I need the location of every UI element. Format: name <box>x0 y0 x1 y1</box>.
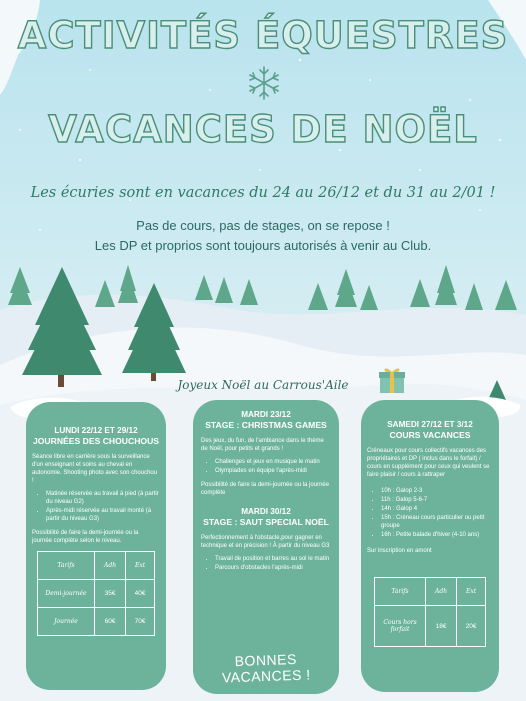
card3-note: Sur inscription en amont <box>367 548 432 554</box>
info-line-2: Les DP et proprios sont toujours autorisés à venir au Club. <box>94 238 432 253</box>
card2-section2-intro: Perfectionnement à l'obstacle,pour gagner en technique et en précision ! À partir du niveau G3 <box>201 535 330 549</box>
list-item: • Olympiades en équipe l'après-midi <box>215 467 331 475</box>
table-cell: Cours hors forfait <box>375 606 426 647</box>
table-cell: Demi-journée <box>38 580 95 608</box>
list-item: • 11h : Galop 5-6-7 <box>381 496 493 504</box>
card1-bullets <box>32 490 160 523</box>
table-header: Tarifs <box>38 552 95 580</box>
card2-section1-note: Possibilité de faire la demi-journée ou la journée complète <box>201 482 330 496</box>
table-header: Ext <box>126 552 155 580</box>
table-cell: 20€ <box>457 606 486 647</box>
card-journees-chouchous <box>26 402 166 690</box>
card2-section1-bullets <box>201 458 331 475</box>
table-cell: 70€ <box>126 608 155 636</box>
list-item: • Challenges et jeux en musique le matin <box>215 458 331 466</box>
snowflake-icon <box>246 65 282 101</box>
table-row <box>375 606 486 647</box>
list-item: • Après-midi réservée au travail monté (à partir du niveau G3) <box>46 507 160 523</box>
card2-section1-intro: Des jeux, du fun, de l'ambiance dans le thème de Noël, pour petits et grands ! <box>201 438 324 452</box>
card1-intro: Séance libre en carrière sous la surveillance d'un enseignant et soins au cheval en autonomie. Shooting photo avec son chouchou ! <box>32 454 158 484</box>
list-item: • 15h : Créneau cours particulier ou petit groupe <box>381 514 493 530</box>
table-cell: 35€ <box>95 580 126 608</box>
gift-icon <box>378 365 406 395</box>
closure-subtitle: Les écuries sont en vacances du 24 au 26/12 et du 31 au 2/01 ! <box>30 185 496 201</box>
card2-section1-title: STAGE : CHRISTMAS GAMES <box>205 420 327 430</box>
title-line-2: VACANCES DE NOËL <box>48 108 478 151</box>
card2-section1-date: MARDI 23/12 <box>241 410 291 419</box>
title-line-1: ACTIVITÉS ÉQUESTRES <box>17 14 509 57</box>
card2-section2-title: STAGE : SAUT SPECIAL NOËL <box>203 517 329 527</box>
table-row <box>38 580 155 608</box>
card1-title: JOURNÉES DES CHOUCHOUS <box>32 436 160 446</box>
card1-note: Possibilité de faire la demi-journée ou la journée complète selon le niveau. <box>32 530 139 544</box>
table-header: Tarifs <box>375 578 426 606</box>
list-item: • 16h : Petite balade d'hiver (4-10 ans) <box>381 531 493 539</box>
info-line-1: Pas de cours, pas de stages, on se repose ! <box>136 218 390 233</box>
list-item: • Matinée réservée au travail à pied (à partir du niveau G2) <box>46 490 160 506</box>
table-cell: 18€ <box>426 606 457 647</box>
table-row <box>38 552 155 580</box>
table-row <box>375 578 486 606</box>
list-item: • Travail de position et barres au sol le matin <box>215 555 331 563</box>
card2-section2-bullets <box>201 555 331 572</box>
card3-schedule <box>367 487 493 539</box>
table-header: Adh <box>426 578 457 606</box>
table-header: Adh <box>95 552 126 580</box>
table-cell: 60€ <box>95 608 126 636</box>
card3-date: SAMEDI 27/12 ET 3/12 <box>387 420 473 429</box>
list-item: • 10h : Galop 2-3 <box>381 487 493 495</box>
christmas-greeting: Joyeux Noël au Carrous'Aile <box>177 378 349 392</box>
list-item: • 14h : Galop 4 <box>381 505 493 513</box>
card2-section2-date: MARDI 30/12 <box>241 507 291 516</box>
card1-date: LUNDI 22/12 ET 29/12 <box>54 426 138 435</box>
bonnes-vacances-text: BONNES VACANCES ! <box>221 650 311 686</box>
table-cell: 40€ <box>126 580 155 608</box>
table-row <box>38 608 155 636</box>
card1-price-table <box>37 551 155 636</box>
list-item: • Parcours d'obstacles l'après-midi <box>215 564 331 572</box>
table-cell: Journée <box>38 608 95 636</box>
card3-intro: Créneaux pour cours collectifs vacances des propriétaires et DP ( inclus dans le forfait) / cours en supplément pour ceux qui veulent se faire plaisir / cours à rattraper <box>367 448 490 478</box>
card3-title: COURS VACANCES <box>389 430 471 440</box>
table-header: Ext <box>457 578 486 606</box>
card3-price-table <box>374 577 486 647</box>
card-cours-vacances <box>361 400 499 692</box>
